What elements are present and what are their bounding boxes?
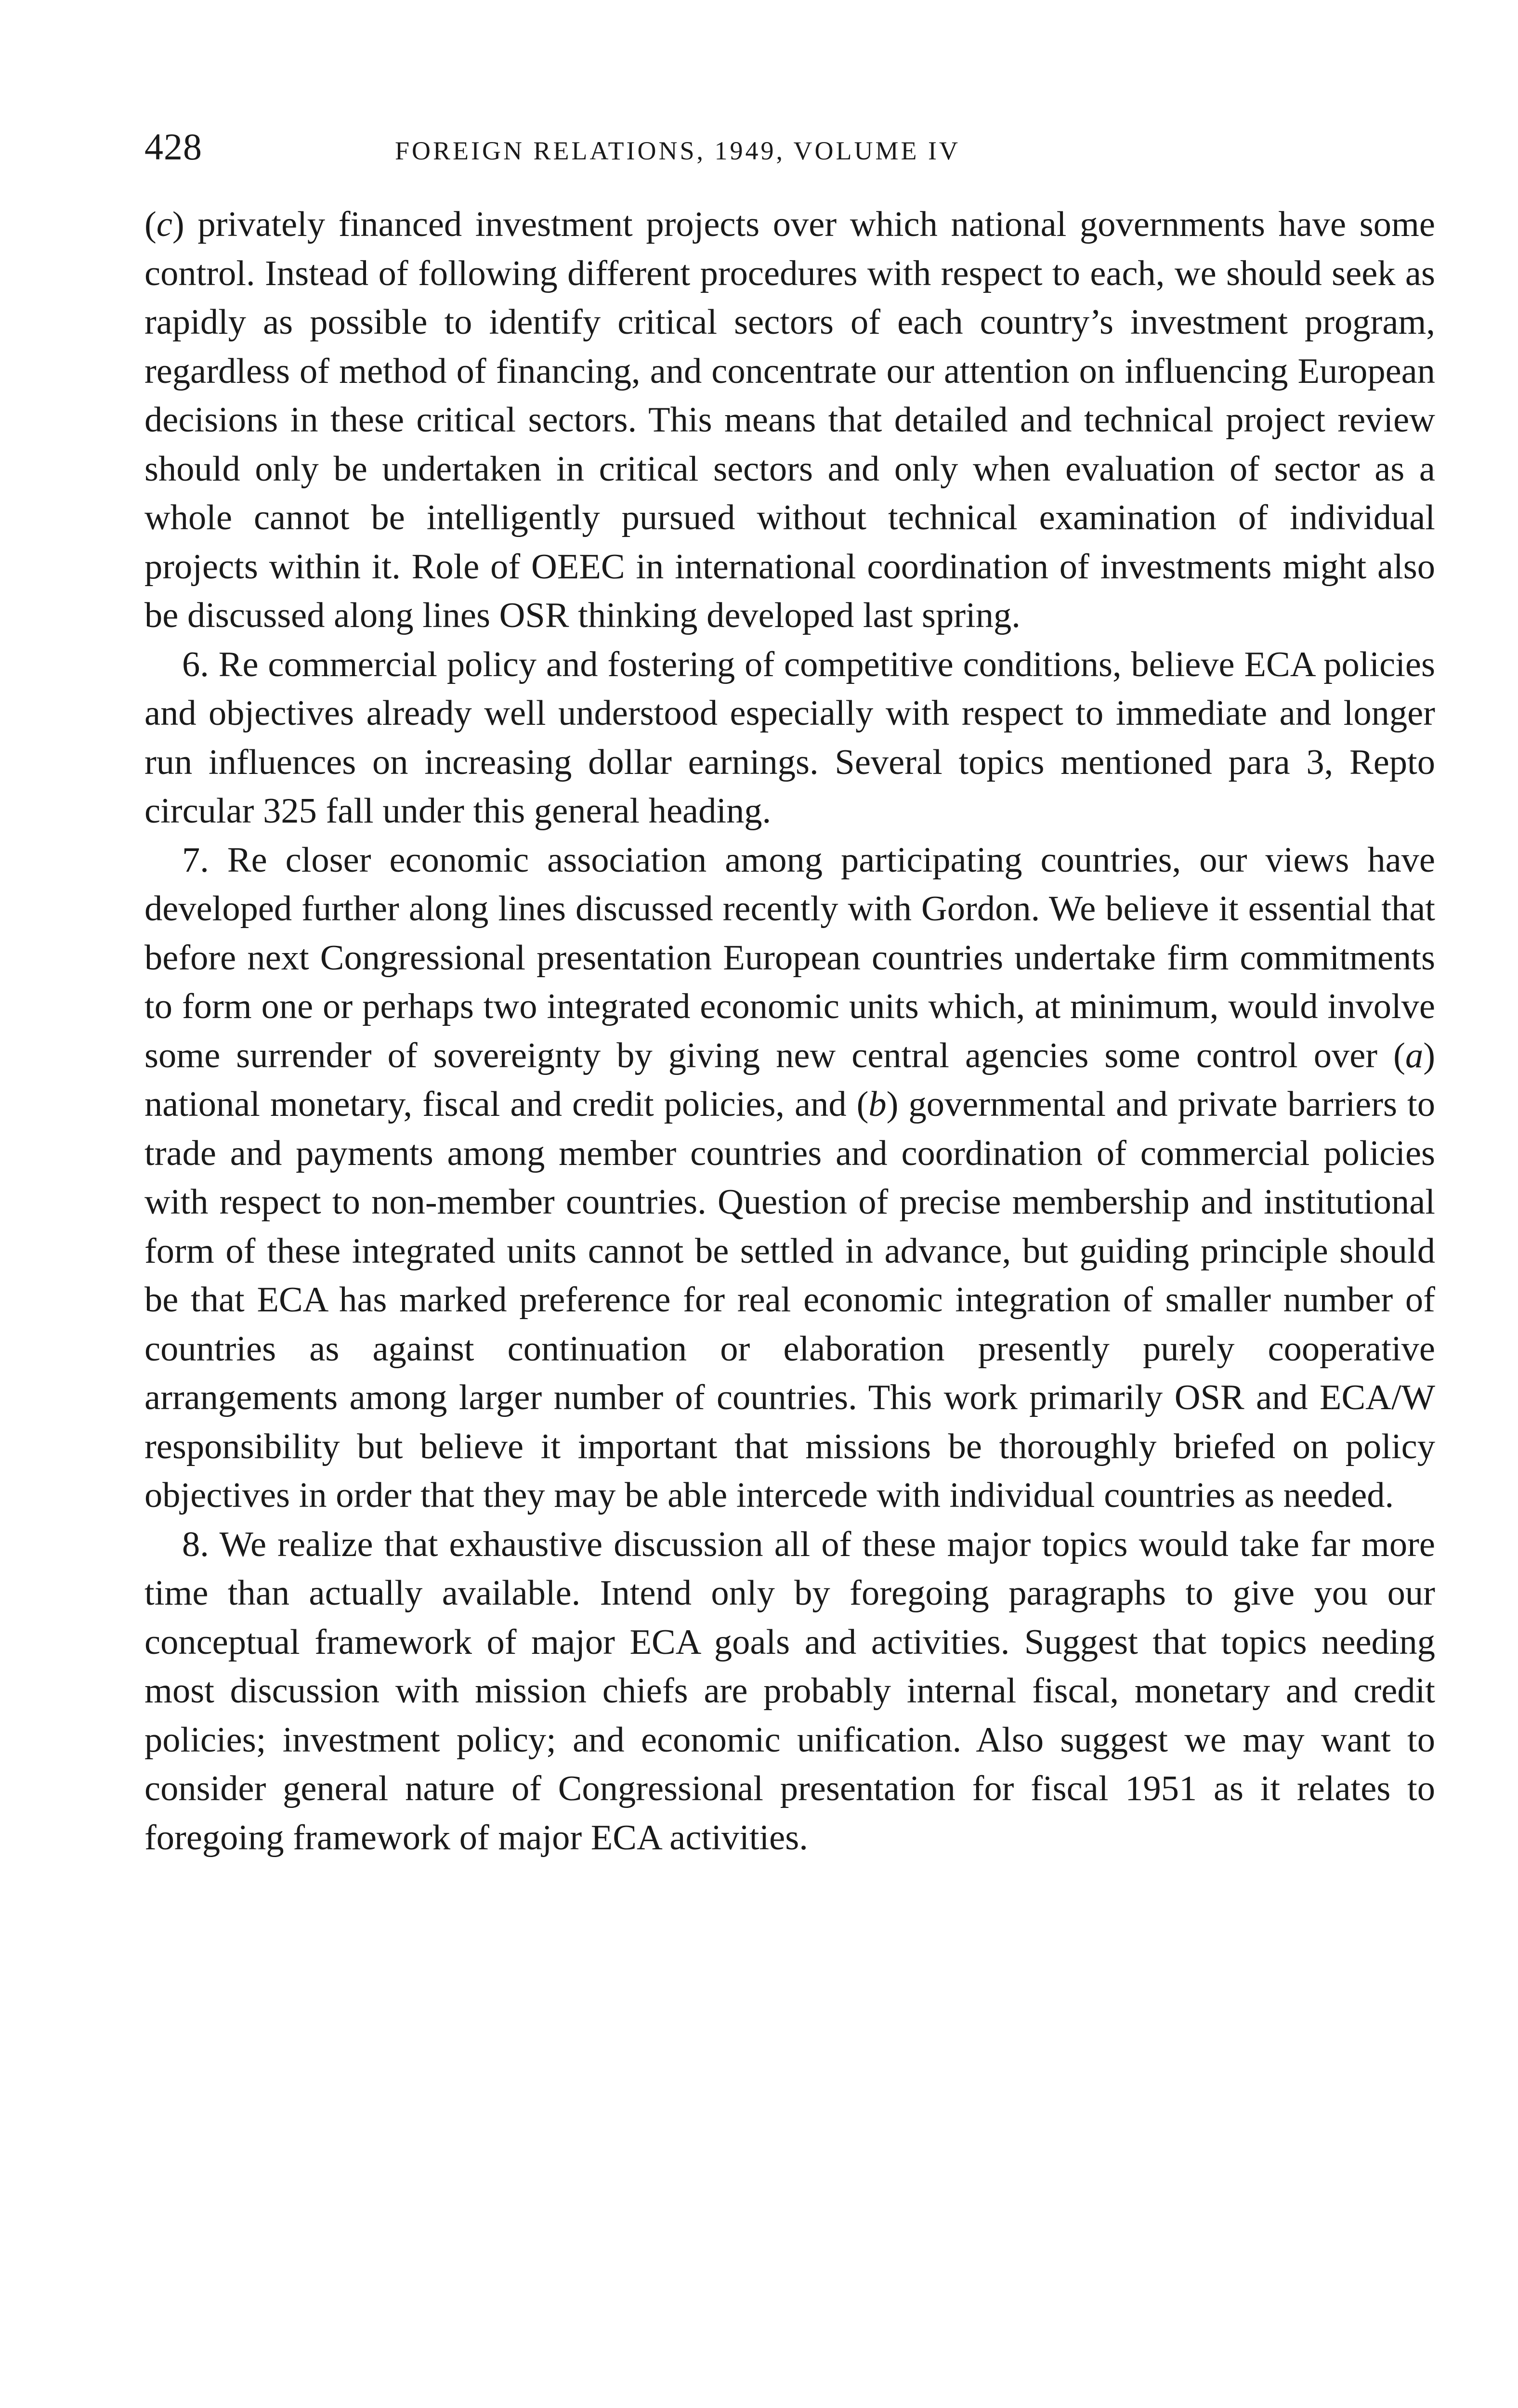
paragraph-8-discussion-topics <box>144 1520 1435 1863</box>
paragraph-6-commercial-policy <box>144 641 1435 836</box>
item-marker-b: b <box>868 1085 887 1124</box>
page-header <box>144 125 1435 183</box>
item-marker-a: a <box>1405 1035 1424 1075</box>
item-marker-c: c <box>156 205 172 244</box>
item-marker-close: ) <box>172 205 184 244</box>
document-page <box>144 125 1435 1862</box>
body-text <box>144 200 1435 1862</box>
item-marker-open: ( <box>144 205 157 244</box>
paragraph-text-part-3: ) governmental and private barriers to trade and payments among member countries and coordination of commercial policies with respect to non-member countries. Question of precise membership and institutional form of these integrated units cannot be settled in advance, but guiding principle should be that ECA has marked preference for real economic integration of smaller number of countries as against continuation or elaboration presently purely cooperative arrangements among larger number of countries. This work primarily OSR and ECA/W responsibility but believe it important that missions be thoroughly briefed on policy objectives in order that they may be able intercede with individual countries as needed. <box>144 1085 1435 1515</box>
paragraph-text-part-2: ) national monetary, fiscal and credit policies, and ( <box>144 1035 1435 1124</box>
paragraph-text: 6. Re commercial policy and fostering of competitive conditions, believe ECA policies and objectives already well understood especially with respect to immediate and longer run influences on increasing dollar earnings. Several topics mentioned para 3, Repto circular 325 fall under this general heading. <box>144 644 1435 831</box>
paragraph-investment-projects <box>144 200 1435 641</box>
paragraph-7-economic-association <box>144 836 1435 1520</box>
paragraph-text: 8. We realize that exhaustive discussion all of these major topics would take far more time than actually available. Intend only by foregoing paragraphs to give you our conceptual framework of major ECA goals and activities. Suggest that topics needing most discussion with mission chiefs are probably internal fiscal, monetary and credit policies; investment policy; and economic unification. Also suggest we may want to consider general nature of Congressional presentation for fiscal 1951 as it relates to foregoing framework of major ECA activities. <box>144 1524 1435 1858</box>
paragraph-text: privately financed investment projects over which national governments have some control. Instead of following different procedures with respect to each, we should seek as rapidly as possible to identify critical sectors of each country’s investment program, regardless of method of financing, and concentrate our attention on influencing European decisions in these critical sectors. This means that detailed and technical project review should only be undertaken in critical sectors and only when evaluation of sector as a whole cannot be intelligently pursued without technical examination of individual projects within it. Role of OEEC in international coordination of investments might also be discussed along lines OSR thinking developed last spring. <box>144 205 1435 635</box>
running-head: FOREIGN RELATIONS, 1949, VOLUME IV <box>395 136 960 165</box>
paragraph-text-part-1: 7. Re closer economic association among participating countries, our views have developed further along lines discussed recently with Gordon. We believe it essential that before next Congressional presentation European countries undertake firm commitments to form one or perhaps two integrated economic units which, at minimum, would involve some surrender of sovereignty by giving new central agencies some control over ( <box>144 840 1435 1075</box>
page-number: 428 <box>144 126 202 168</box>
